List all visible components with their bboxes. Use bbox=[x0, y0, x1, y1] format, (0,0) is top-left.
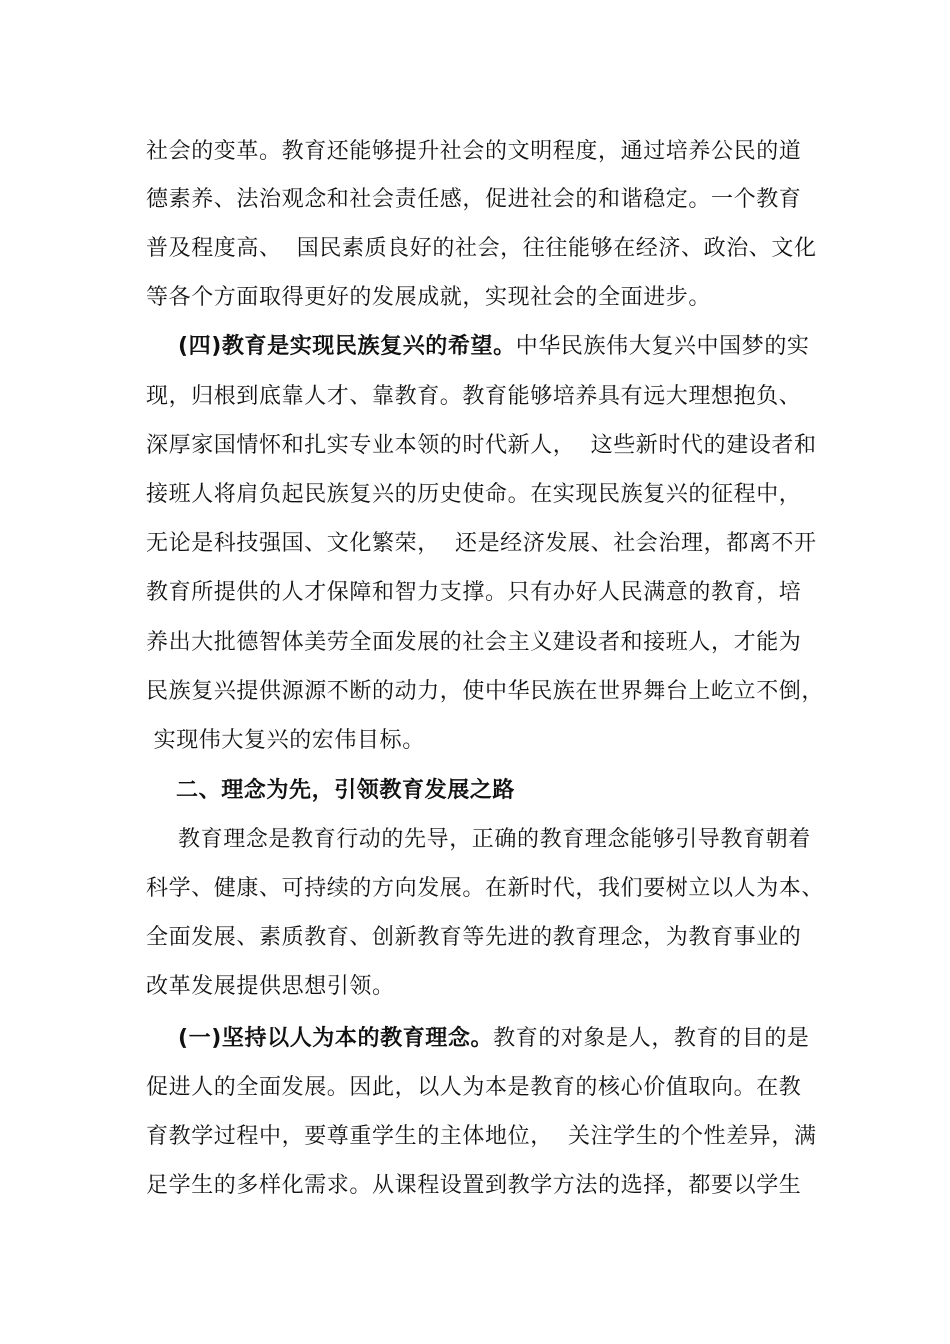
body-text-line: 科学、健康、可持续的方向发展。在新时代，我们要树立以人为本、 bbox=[146, 876, 825, 901]
body-text-line: 促进人的全面发展。因此，以人为本是教育的核心价值取向。在教 bbox=[146, 1075, 802, 1100]
body-text-line: 普及程度高、 国民素质良好的社会，往往能够在经济、政治、文化 bbox=[146, 236, 817, 261]
section-four-first-line-text: 中华民族伟大复兴中国梦的实 bbox=[515, 334, 810, 359]
section-two-title: 二、理念为先，引领教育发展之路 bbox=[176, 778, 516, 803]
body-text-line: 教育理念是教育行动的先导，正确的教育理念能够引导教育朝着 bbox=[178, 827, 811, 852]
body-text-line: 现，归根到底靠人才、靠教育。教育能够培养具有远大理想抱负、 bbox=[146, 384, 802, 409]
section-four-first-line bbox=[178, 327, 810, 367]
body-text-line: 深厚家国情怀和扎实专业本领的时代新人， 这些新时代的建设者和 bbox=[146, 433, 817, 458]
body-text-line: 社会的变革。教育还能够提升社会的文明程度，通过培养公民的道 bbox=[146, 139, 802, 164]
body-text-line: 民族复兴提供源源不断的动力，使中华民族在世界舞台上屹立不倒， bbox=[146, 679, 825, 704]
body-text-line: 养出大批德智体美劳全面发展的社会主义建设者和接班人，才能为 bbox=[146, 630, 802, 655]
subsection-one-first-line bbox=[178, 1019, 810, 1059]
body-text-line: 等各个方面取得更好的发展成就，实现社会的全面进步。 bbox=[146, 285, 712, 310]
subsection-one-first-line-text: 教育的对象是人，教育的目的是 bbox=[493, 1026, 810, 1051]
body-text-line: 接班人将肩负起民族复兴的历史使命。在实现民族复兴的征程中， bbox=[146, 482, 802, 507]
body-text-line: 教育所提供的人才保障和智力支撑。只有办好人民满意的教育，培 bbox=[146, 580, 802, 605]
subsection-one-heading: (一)坚持以人为本的教育理念。 bbox=[178, 1026, 494, 1051]
body-text-line: 德素养、法治观念和社会责任感，促进社会的和谐稳定。一个教育 bbox=[146, 187, 802, 212]
body-text-line: 改革发展提供思想引领。 bbox=[146, 974, 395, 999]
body-text-line: 无论是科技强国、文化繁荣， 还是经济发展、社会治理，都离不开 bbox=[146, 531, 817, 556]
section-four-heading: (四)教育是实现民族复兴的希望。 bbox=[178, 334, 516, 359]
body-text-line: 育教学过程中，要尊重学生的主体地位， 关注学生的个性差异，满 bbox=[146, 1124, 817, 1149]
body-text-line: 全面发展、素质教育、创新教育等先进的教育理念，为教育事业的 bbox=[146, 925, 802, 950]
body-text-line: 实现伟大复兴的宏伟目标。 bbox=[146, 728, 425, 753]
body-text-line: 足学生的多样化需求。从课程设置到教学方法的选择，都要以学生 bbox=[146, 1173, 802, 1198]
